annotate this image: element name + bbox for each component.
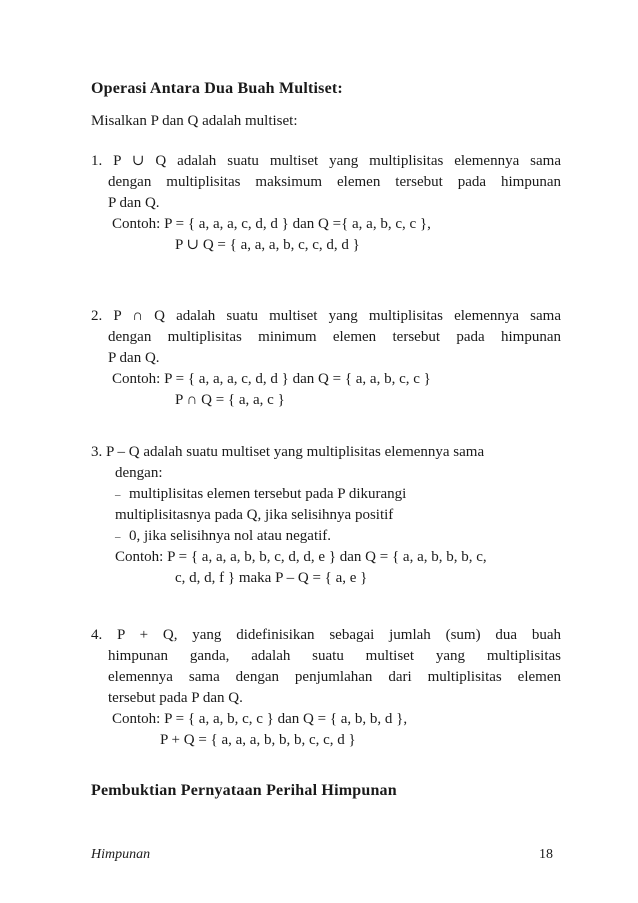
item2-line3: P dan Q. (108, 350, 160, 366)
item2-line1: 2. P ∩ Q adalah suatu multiset yang multiplisitas elemennya sama (91, 308, 561, 324)
item4-result: P + Q = { a, a, a, b, b, b, c, c, d } (160, 732, 356, 748)
item4-example: Contoh: P = { a, a, b, c, c } dan Q = { a, b, b, d }, (112, 711, 408, 727)
intro-text: Misalkan P dan Q adalah multiset: (91, 113, 298, 129)
item4-line4: tersebut pada P dan Q. (108, 690, 243, 706)
footer-title: Himpunan (91, 847, 151, 862)
item3-bullet2-text: 0, jika selisihnya nol atau negatif. (129, 528, 332, 544)
item2-result: P ∩ Q = { a, a, c } (175, 392, 285, 408)
item2-example: Contoh: P = { a, a, a, c, d, d } dan Q = { a, a, b, c, c } (112, 371, 431, 387)
dash-bullet: – (115, 531, 121, 543)
item4-line3: elemennya sama dengan penjumlahan dari multiplisitas elemen (108, 669, 561, 685)
item1-line1: 1. P ∪ Q adalah suatu multiset yang multiplisitas elemennya sama (91, 153, 561, 169)
item1-line3: P dan Q. (108, 195, 160, 211)
item4-line2: himpunan ganda, adalah suatu multiset yang multiplisitas (108, 648, 561, 664)
item3-bullet2 (115, 526, 331, 547)
item2-line2: dengan multiplisitas minimum elemen tersebut pada himpunan (108, 329, 561, 345)
item3-bullet1-text: multiplisitas elemen tersebut pada P dikurangi (129, 486, 407, 502)
item3-result: c, d, d, f } maka P – Q = { a, e } (175, 570, 368, 586)
item3-bullet1-cont: multiplisitasnya pada Q, jika selisihnya positif (115, 507, 394, 523)
item3-example: Contoh: P = { a, a, a, b, b, c, d, d, e } dan Q = { a, a, b, b, b, c, (115, 549, 487, 565)
item1-example: Contoh: P = { a, a, a, c, d, d } dan Q ={ a, a, b, c, c }, (112, 216, 431, 232)
item3-line2: dengan: (115, 465, 163, 481)
item3-bullet1 (115, 484, 406, 505)
item4-line1: 4. P + Q, yang didefinisikan sebagai jumlah (sum) dua buah (91, 627, 561, 643)
item3-line1: 3. P – Q adalah suatu multiset yang multiplisitas elemennya sama (91, 444, 485, 460)
item1-result: P ∪ Q = { a, a, a, b, c, c, d, d } (175, 237, 360, 253)
item1-line2: dengan multiplisitas maksimum elemen tersebut pada himpunan (108, 174, 561, 190)
page-number: 18 (539, 847, 553, 862)
dash-bullet: – (115, 489, 121, 501)
section-heading-pembuktian: Pembuktian Pernyataan Perihal Himpunan (91, 782, 397, 799)
section-heading-operasi: Operasi Antara Dua Buah Multiset: (91, 80, 343, 97)
